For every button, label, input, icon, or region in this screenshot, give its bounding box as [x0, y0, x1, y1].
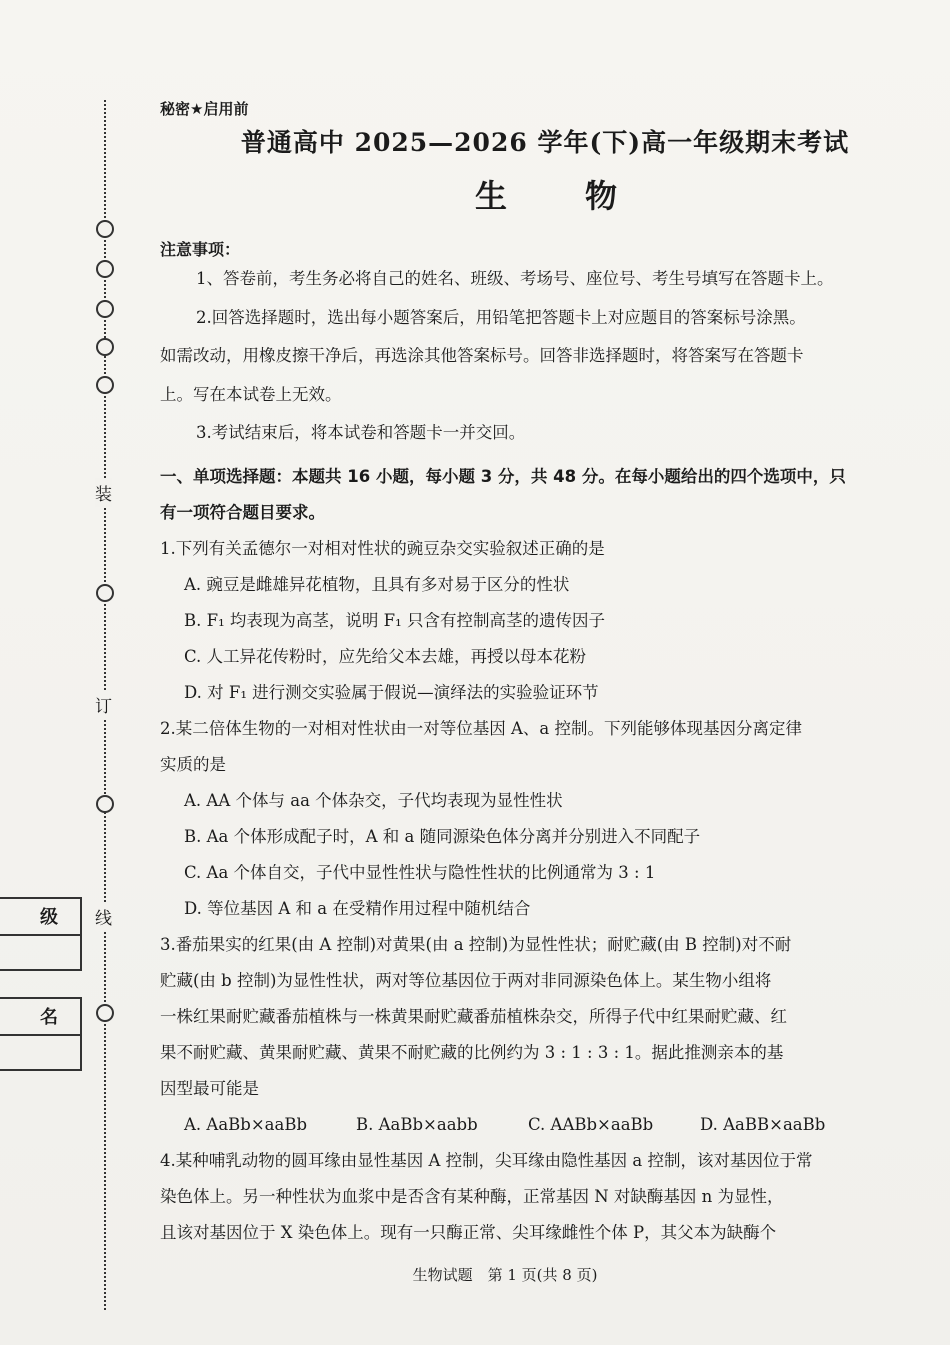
- question-stem: 1.下列有关孟德尔一对相对性状的豌豆杂交实验叙述正确的是: [160, 538, 605, 558]
- binding-char-xian: 线: [95, 902, 112, 931]
- binding-char-zhuang: 装: [95, 478, 112, 507]
- notice-item: 2.回答选择题时，选出每小题答案后，用铅笔把答题卡上对应题目的答案标号涂黑。: [196, 307, 806, 327]
- notice-item: 1、答卷前，考生务必将自己的姓名、班级、考场号、座位号、考生号填写在答题卡上。: [196, 269, 834, 288]
- section-line: 有一项符合题目要求。: [160, 502, 325, 522]
- section-line: 一、单项选择题：本题共 16 小题，每小题 3 分，共 48 分。在每小题给出的四个选项中，只: [160, 466, 846, 486]
- notice-heading: 注意事项：: [160, 240, 241, 259]
- question-stem: 2.某二倍体生物的一对相对性状由一对等位基因 A、a 控制。下列能够体现基因分离定律: [160, 718, 802, 738]
- option-d: D. 等位基因 A 和 a 在受精作用过程中随机结合: [184, 898, 531, 918]
- option-a: A. AaBb×aaBb: [184, 1114, 308, 1134]
- class-label: 级: [40, 907, 58, 928]
- question-stem: 实质的是: [160, 754, 226, 774]
- option-d: D. AaBB×aaBb: [700, 1114, 826, 1134]
- notice-item: 如需改动，用橡皮擦干净后，再选涂其他答案标号。回答非选择题时，将答案写在答题卡: [160, 346, 804, 365]
- binding-char-ding: 订: [95, 690, 112, 719]
- question-stem: 一株红果耐贮藏番茄植株与一株黄果耐贮藏番茄植株杂交，所得子代中红果耐贮藏、红: [160, 1006, 787, 1026]
- binding-hole-icon: [96, 1004, 114, 1022]
- exam-title: 普通高中 2025—2026 学年(下)高一年级期末考试: [240, 128, 850, 157]
- option-a: A. AA 个体与 aa 个体杂交，子代均表现为显性性状: [184, 790, 563, 810]
- binding-hole-icon: [96, 584, 114, 602]
- question-stem: 贮藏(由 b 控制)为显性性状，两对等位基因位于两对非同源染色体上。某生物小组将: [160, 970, 772, 990]
- notice-item: 3.考试结束后，将本试卷和答题卡一并交回。: [196, 423, 526, 442]
- divider: [0, 934, 80, 936]
- option-c: C. 人工异花传粉时，应先给父本去雄，再授以母本花粉: [184, 646, 587, 666]
- option-b: B. Aa 个体形成配子时，A 和 a 随同源染色体分离并分别进入不同配子: [184, 826, 701, 846]
- name-field[interactable]: [0, 997, 82, 1071]
- class-field[interactable]: [0, 897, 82, 971]
- binding-hole-icon: [96, 795, 114, 813]
- binding-hole-icon: [96, 376, 114, 394]
- question-stem: 且该对基因位于 X 染色体上。现有一只酶正常、尖耳缘雌性个体 P，其父本为缺酶个: [160, 1222, 777, 1242]
- page-footer: 生物试题 第 1 页(共 8 页): [412, 1266, 598, 1284]
- binding-hole-icon: [96, 220, 114, 238]
- binding-hole-icon: [96, 260, 114, 278]
- option-c: C. Aa 个体自交，子代中显性性状与隐性性状的比例通常为 3 : 1: [184, 862, 656, 882]
- secret-mark: 秘密★启用前: [160, 100, 249, 118]
- option-a: A. 豌豆是雌雄异花植物，且具有多对易于区分的性状: [184, 574, 570, 594]
- question-stem: 染色体上。另一种性状为血浆中是否含有某种酶，正常基因 N 对缺酶基因 n 为显性，: [160, 1186, 784, 1206]
- question-stem: 果不耐贮藏、黄果耐贮藏、黄果不耐贮藏的比例约为 3 : 1 : 3 : 1。据此推测亲本的基: [160, 1042, 784, 1062]
- binding-hole-icon: [96, 300, 114, 318]
- question-stem: 4.某种哺乳动物的圆耳缘由显性基因 A 控制，尖耳缘由隐性基因 a 控制，该对基因位于常: [160, 1150, 813, 1170]
- section-heading: [160, 459, 910, 531]
- option-d: D. 对 F₁ 进行测交实验属于假说—演绎法的实验验证环节: [184, 682, 599, 702]
- question-stem: 因型最可能是: [160, 1078, 259, 1098]
- question-stem: 3.番茄果实的红果(由 A 控制)对黄果(由 a 控制)为显性性状；耐贮藏(由 B 控制)对不耐: [160, 934, 792, 954]
- notice-item: 上。写在本试卷上无效。: [160, 384, 342, 404]
- option-c: C. AABb×aaBb: [528, 1114, 654, 1134]
- subject-title: 生物: [474, 177, 695, 215]
- option-b: B. F₁ 均表现为高茎，说明 F₁ 只含有控制高茎的遗传因子: [184, 610, 605, 630]
- binding-hole-icon: [96, 338, 114, 356]
- exam-content: [160, 98, 910, 1251]
- options-row: [160, 1107, 910, 1143]
- name-label: 名: [40, 1007, 58, 1028]
- divider: [0, 1034, 80, 1036]
- option-b: B. AaBb×aabb: [356, 1114, 478, 1134]
